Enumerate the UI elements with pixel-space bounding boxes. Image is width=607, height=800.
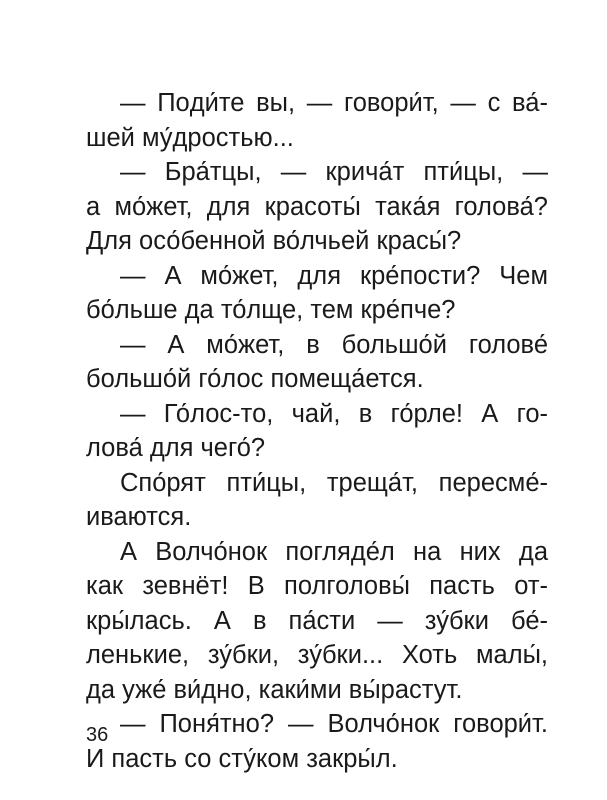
text-line: большо́й го́лос помеща́ется. — [86, 365, 424, 393]
text-line: — Поня́тно? — Волчо́нок говори́т. — [120, 710, 548, 738]
text-line: бо́льше да то́лще, тем кре́пче? — [86, 296, 456, 324]
text-line: да уже́ ви́дно, каки́ми вы́растут. — [86, 675, 463, 704]
text-line: а мо́жет, для красоты́ така́я голова́? — [86, 192, 548, 221]
text-line: — А мо́жет, в большо́й голове́ — [120, 330, 548, 359]
text-line: лова́ для чего́? — [86, 434, 266, 462]
text-line: — Бра́тцы, — крича́т пти́цы, — — [120, 158, 548, 186]
text-line: — Го́лос-то, чай, в го́рле! А го- — [120, 399, 548, 428]
text-line: как зевнёт! В полголовы́ пасть от- — [86, 572, 548, 600]
page-number: 36 — [86, 724, 109, 746]
text-line: шей му́дростью... — [86, 123, 294, 152]
text-line: иваются. — [86, 503, 192, 531]
story-text — [86, 86, 548, 776]
text-line: Спо́рят пти́цы, треща́т, пересме́- — [120, 468, 548, 497]
text-line: — Пoди́те вы, — говори́т, — с ва́- — [120, 89, 548, 117]
text-line: А Волчо́нок погляде́л на них да — [120, 537, 548, 566]
text-line: — А мо́жет, для кре́пости? Чем — [120, 261, 548, 290]
text-line: Для осо́бенной во́лчьей красы́? — [86, 227, 462, 255]
text-line: И пасть со сту́ком закры́л. — [86, 744, 398, 773]
text-line: кры́лась. А в па́сти — зу́бки бе́- — [86, 606, 548, 635]
text-line: ленькие, зу́бки, зу́бки... Хоть малы́, — [86, 641, 548, 669]
